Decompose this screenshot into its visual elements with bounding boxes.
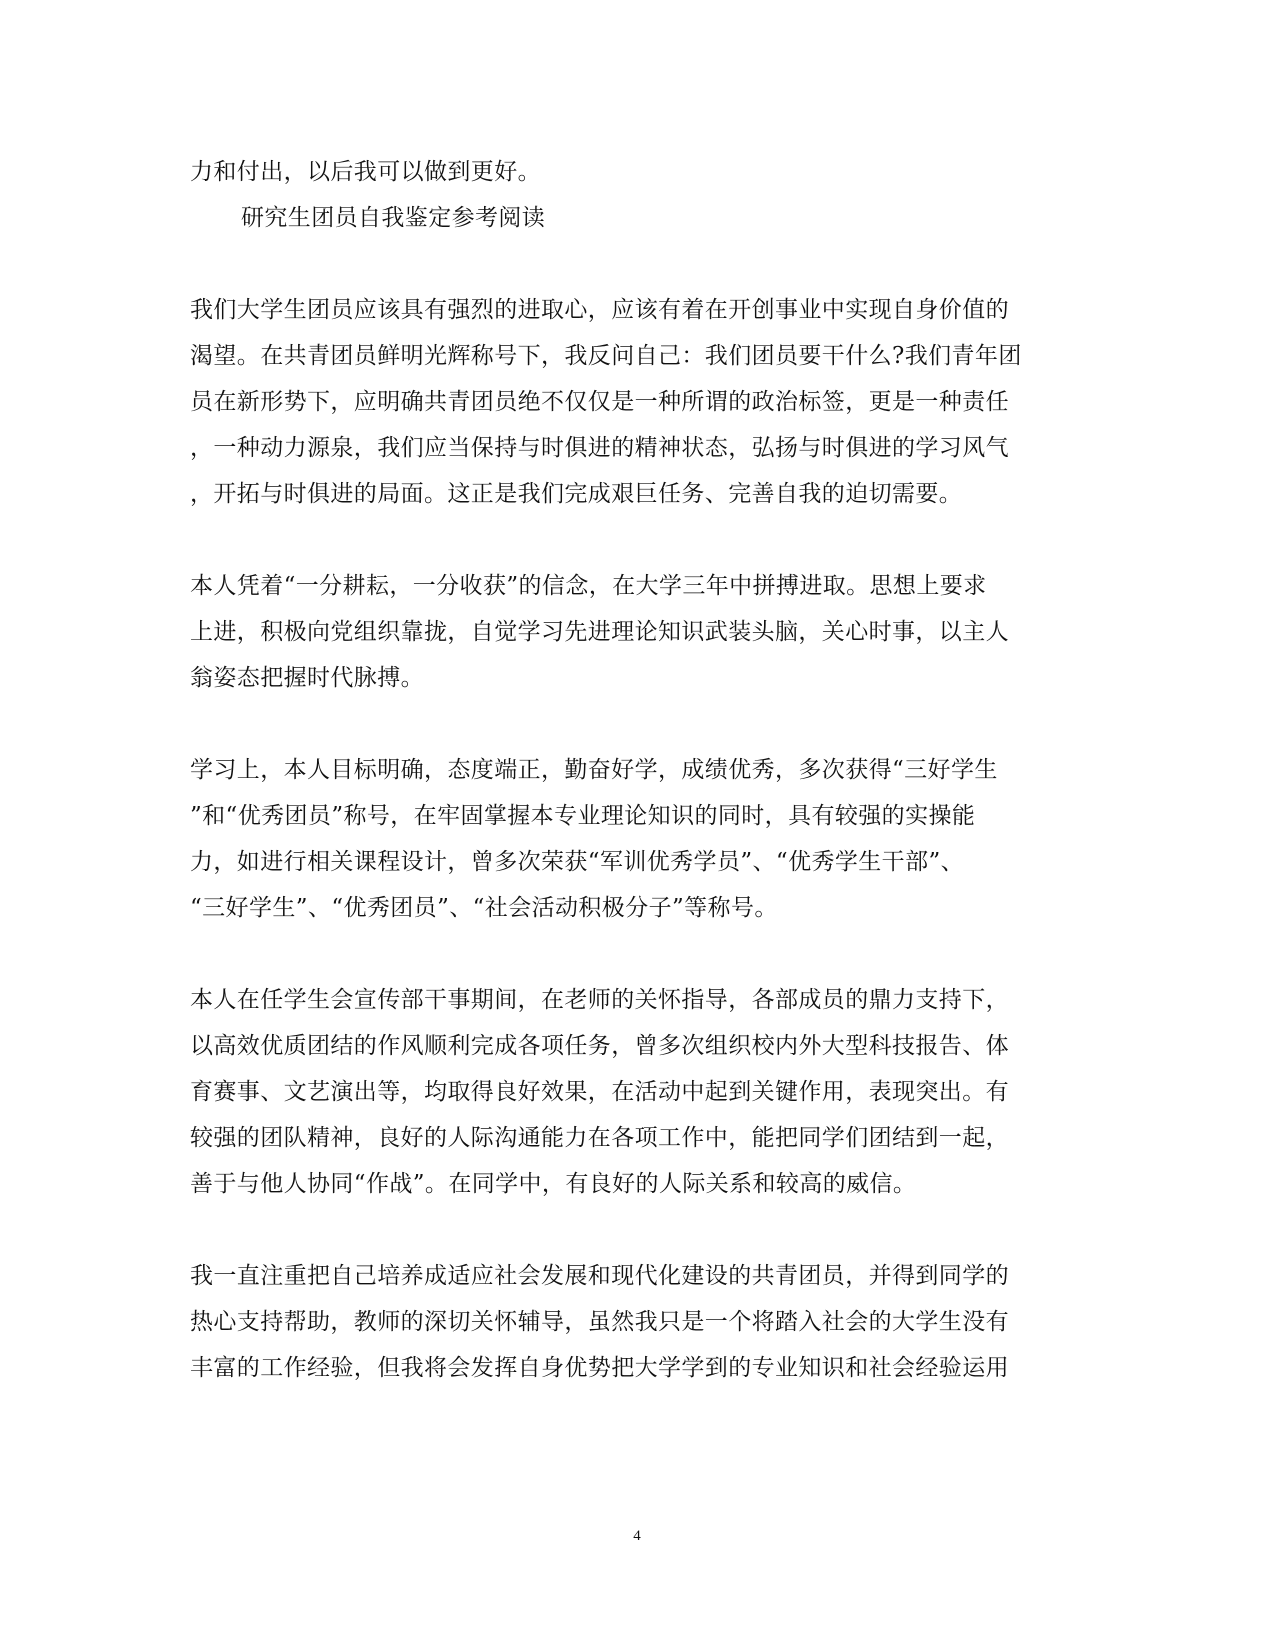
text-line: 较强的团队精神，良好的人际沟通能力在各项工作中，能把同学们团结到一起， — [190, 1125, 1009, 1151]
text-line: 渴望。在共青团员鲜明光辉称号下，我反问自己：我们团员要干什么?我们青年团 — [190, 343, 1022, 369]
text-line: 育赛事、文艺演出等，均取得良好效果，在活动中起到关键作用，表现突出。有 — [190, 1079, 1009, 1105]
text-line: ，开拓与时俱进的局面。这正是我们完成艰巨任务、完善自我的迫切需要。 — [190, 481, 963, 507]
text-line: 我一直注重把自己培养成适应社会发展和现代化建设的共青团员，并得到同学的 — [190, 1263, 1009, 1289]
text-line: 员在新形势下，应明确共青团员绝不仅仅是一种所谓的政治标签，更是一种责任 — [190, 389, 1009, 415]
text-line: 本人在任学生会宣传部干事期间，在老师的关怀指导，各部成员的鼎力支持下， — [190, 987, 1009, 1013]
text-line: 我们大学生团员应该具有强烈的进取心，应该有着在开创事业中实现自身价值的 — [190, 297, 1009, 323]
text-line: “三好学生”、“优秀团员”、“社会活动积极分子”等称号。 — [190, 895, 778, 921]
section-title: 研究生团员自我鉴定参考阅读 — [241, 205, 546, 231]
text-line: 本人凭着“一分耕耘，一分收获”的信念，在大学三年中拼搏进取。思想上要求 — [190, 573, 987, 599]
text-line: 力和付出，以后我可以做到更好。 — [190, 159, 541, 185]
text-line: 力，如进行相关课程设计，曾多次荣获“军训优秀学员”、“优秀学生干部”、 — [190, 849, 965, 875]
text-line: 善于与他人协同“作战”。在同学中，有良好的人际关系和较高的威信。 — [190, 1171, 917, 1197]
text-line: 上进，积极向党组织靠拢，自觉学习先进理论知识武装头脑，关心时事，以主人 — [190, 619, 1009, 645]
text-line: ，一种动力源泉，我们应当保持与时俱进的精神状态，弘扬与时俱进的学习风气 — [190, 435, 1009, 461]
text-line: 热心支持帮助，教师的深切关怀辅导，虽然我只是一个将踏入社会的大学生没有 — [190, 1309, 1009, 1335]
text-line: 翁姿态把握时代脉搏。 — [190, 665, 424, 691]
text-line: 学习上，本人目标明确，态度端正，勤奋好学，成绩优秀，多次获得“三好学生 — [190, 757, 998, 783]
text-line: 以高效优质团结的作风顺利完成各项任务，曾多次组织校内外大型科技报告、体 — [190, 1033, 1009, 1059]
page-number: 4 — [633, 1528, 641, 1544]
text-line: ”和“优秀团员”称号，在牢固掌握本专业理论知识的同时，具有较强的实操能 — [190, 803, 976, 829]
text-line: 丰富的工作经验，但我将会发挥自身优势把大学学到的专业知识和社会经验运用 — [190, 1355, 1009, 1381]
